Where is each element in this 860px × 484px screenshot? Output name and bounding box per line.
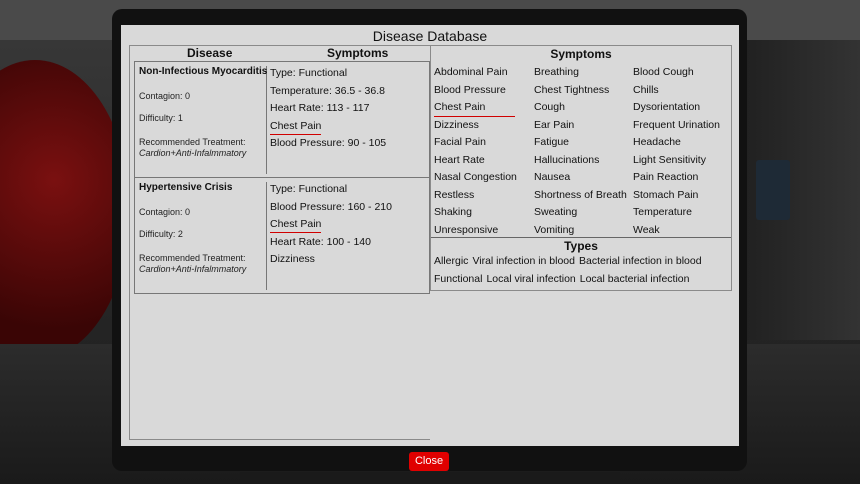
highlighted-symptom: Chest Pain bbox=[270, 119, 321, 135]
symptom-option[interactable]: Ear Pain bbox=[534, 118, 575, 131]
type-option[interactable]: Allergic bbox=[434, 255, 469, 267]
symptom-line-highlighted bbox=[270, 217, 392, 235]
symptom-line: Dizziness bbox=[270, 253, 315, 265]
symptom-option[interactable]: Cough bbox=[534, 101, 565, 113]
disease-card[interactable] bbox=[134, 61, 430, 178]
symptom-option[interactable]: Dysorientation bbox=[633, 101, 701, 113]
symptom-option[interactable]: Chest Tightness bbox=[534, 83, 610, 96]
symptom-option[interactable]: Fatigue bbox=[534, 136, 570, 148]
disease-column-header: Disease bbox=[187, 46, 233, 60]
highlighted-symptom: Chest Pain bbox=[434, 100, 515, 117]
window-title: Disease Database bbox=[372, 28, 488, 44]
disease-database-window bbox=[121, 25, 739, 446]
treatment-value: Cardion+Anti-Infalmmatory bbox=[139, 264, 247, 274]
disease-card[interactable] bbox=[134, 177, 430, 294]
disease-name: Non-Infectious Myocarditis bbox=[139, 66, 268, 77]
symptom-option[interactable]: Stomach Pain bbox=[633, 188, 699, 201]
symptom-line: Heart Rate: 113 - 117 bbox=[270, 102, 370, 114]
symptom-option[interactable]: Nausea bbox=[534, 171, 571, 183]
contagion-value: Contagion: 0 bbox=[139, 207, 191, 217]
card-divider bbox=[266, 66, 267, 174]
symptom-option[interactable]: Vomiting bbox=[534, 223, 575, 236]
card-divider bbox=[266, 182, 267, 290]
symptom-option[interactable]: Restless bbox=[434, 188, 475, 201]
types-section bbox=[431, 237, 731, 290]
symptom-line: Type: Functional bbox=[270, 67, 348, 79]
symptom-option[interactable]: Unresponsive bbox=[434, 223, 499, 236]
types-header: Types bbox=[564, 239, 598, 253]
treatment-value: Cardion+Anti-Infalmmatory bbox=[139, 148, 247, 158]
type-option[interactable]: Local viral infection bbox=[486, 273, 576, 285]
symptom-option[interactable]: Hallucinations bbox=[534, 153, 600, 166]
disease-list-panel[interactable] bbox=[129, 45, 430, 440]
symptoms-panel bbox=[430, 45, 732, 291]
symptom-option[interactable]: Dizziness bbox=[434, 118, 479, 131]
symptom-option[interactable]: Nasal Congestion bbox=[434, 171, 517, 183]
symptoms-header: Symptoms bbox=[550, 47, 612, 61]
symptom-option[interactable]: Light Sensitivity bbox=[633, 153, 706, 166]
symptom-option[interactable]: Sweating bbox=[534, 206, 578, 218]
symptom-option[interactable]: Headache bbox=[633, 136, 681, 148]
disease-name: Hypertensive Crisis bbox=[139, 182, 233, 193]
symptom-option[interactable]: Breathing bbox=[534, 66, 579, 78]
symptom-line-highlighted bbox=[270, 119, 386, 137]
symptom-option[interactable]: Abdominal Pain bbox=[434, 66, 508, 78]
highlighted-symptom: Chest Pain bbox=[270, 217, 321, 233]
symptoms-column-header: Symptoms bbox=[327, 46, 389, 60]
symptom-option[interactable]: Temperature bbox=[633, 206, 692, 218]
symptom-line: Blood Pressure: 160 - 210 bbox=[270, 200, 392, 213]
water-cooler bbox=[756, 160, 790, 220]
contagion-value: Contagion: 0 bbox=[139, 91, 191, 101]
red-object bbox=[0, 60, 130, 360]
symptom-option[interactable]: Shortness of Breath bbox=[534, 188, 627, 201]
difficulty-value: Difficulty: 2 bbox=[139, 229, 183, 239]
difficulty-value: Difficulty: 1 bbox=[139, 113, 183, 123]
symptom-line: Temperature: 36.5 - 36.8 bbox=[270, 84, 385, 97]
symptom-line: Type: Functional bbox=[270, 183, 348, 195]
symptom-option[interactable]: Facial Pain bbox=[434, 136, 486, 148]
type-option[interactable]: Viral infection in blood bbox=[472, 255, 575, 267]
symptom-grid bbox=[434, 65, 730, 240]
symptom-line: Heart Rate: 100 - 140 bbox=[270, 235, 371, 248]
type-option[interactable]: Local bacterial infection bbox=[579, 273, 690, 285]
symptom-option[interactable]: Heart Rate bbox=[434, 153, 485, 166]
treatment-label: Recommended Treatment: bbox=[139, 253, 246, 263]
monitor-stand bbox=[240, 472, 620, 484]
symptom-option[interactable] bbox=[434, 100, 534, 118]
disease-symptom-list bbox=[270, 182, 392, 270]
close-button[interactable]: Close bbox=[409, 452, 449, 471]
symptom-option[interactable]: Blood Cough bbox=[633, 66, 694, 78]
types-row bbox=[434, 255, 706, 267]
symptom-option[interactable]: Pain Reaction bbox=[633, 171, 699, 183]
treatment-label: Recommended Treatment: bbox=[139, 137, 246, 147]
symptom-option[interactable]: Frequent Urination bbox=[633, 118, 720, 131]
symptom-line: Blood Pressure: 90 - 105 bbox=[270, 137, 387, 149]
types-row bbox=[434, 273, 693, 285]
type-option[interactable]: Functional bbox=[434, 273, 483, 285]
disease-symptom-list bbox=[270, 66, 386, 154]
symptom-option[interactable]: Chills bbox=[633, 83, 659, 96]
symptom-option[interactable]: Weak bbox=[633, 223, 660, 236]
symptom-option[interactable]: Blood Pressure bbox=[434, 83, 506, 96]
type-option[interactable]: Bacterial infection in blood bbox=[578, 255, 702, 267]
symptom-option[interactable]: Shaking bbox=[434, 206, 472, 218]
